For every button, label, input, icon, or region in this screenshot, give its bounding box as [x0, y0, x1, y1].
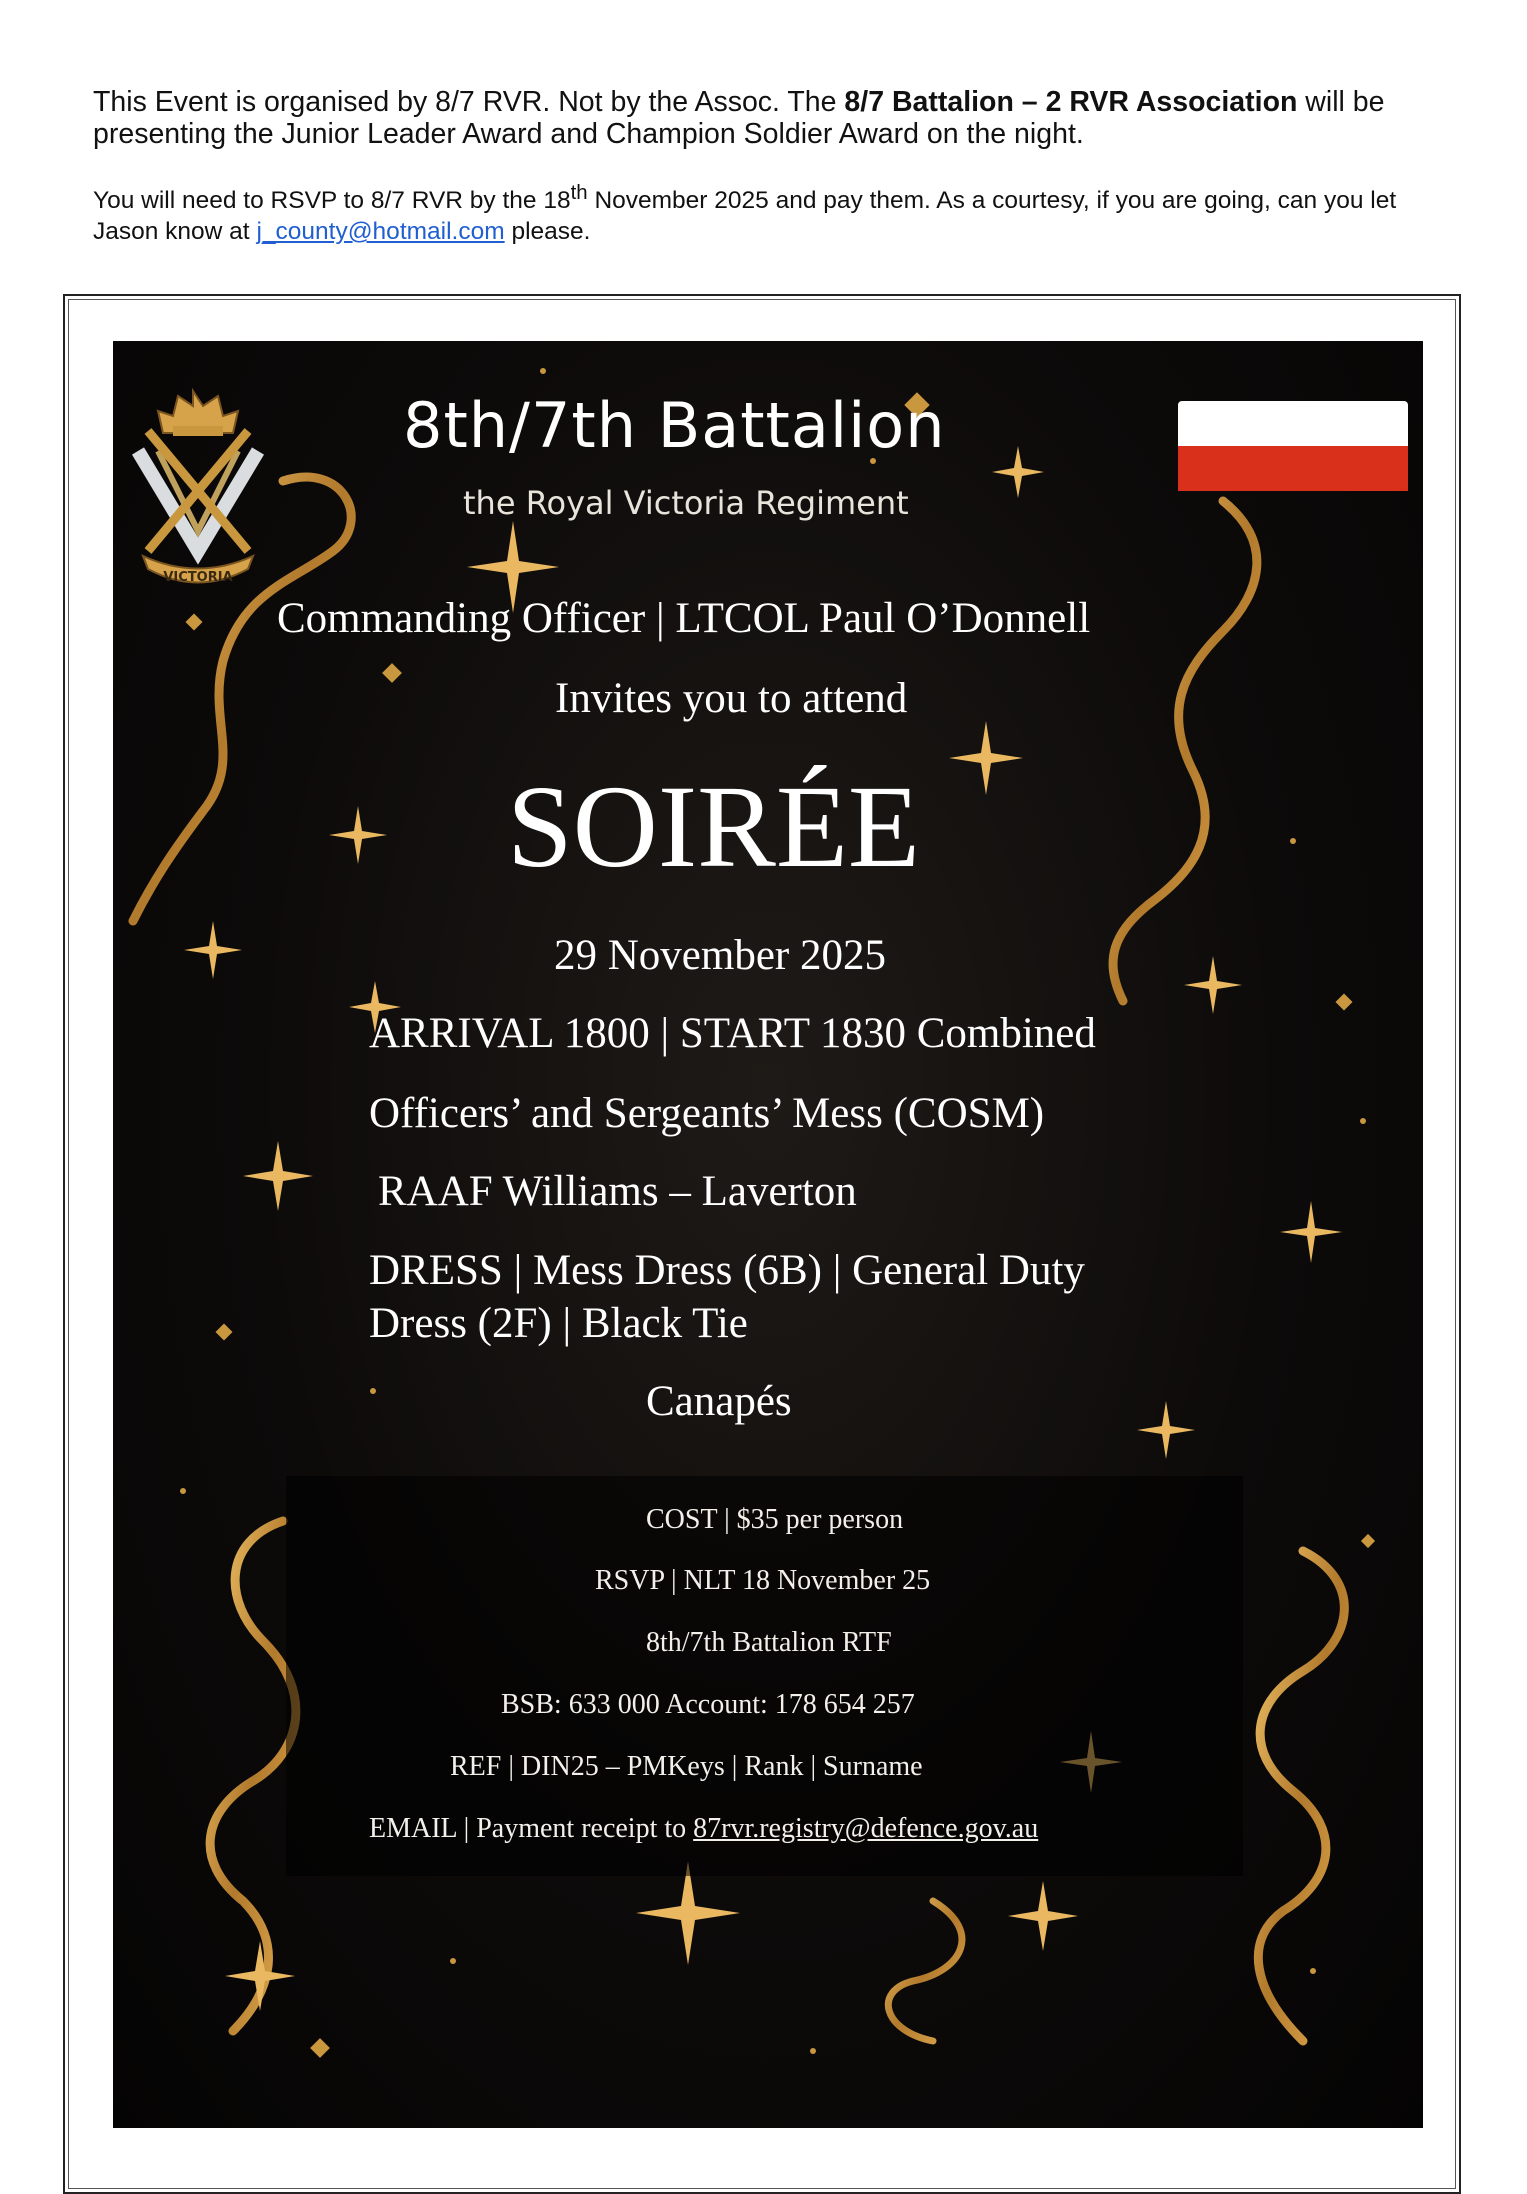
commanding-officer-line: Commanding Officer | LTCOL Paul O’Donnell: [277, 595, 1091, 642]
star-icon: [636, 1861, 740, 1965]
intro-text: This Event is organised by 8/7 RVR. Not by the Assoc. The: [93, 86, 845, 118]
dress-line-1: DRESS | Mess Dress (6B) | General Duty: [369, 1247, 1085, 1294]
ribbon-top-right: [1113, 501, 1257, 1001]
star-icon: [949, 721, 1023, 795]
ribbon-bottom-right: [1258, 1551, 1344, 2041]
intro-text-rest: will be presenting the Junior Leader Award and Champion Soldier Award on the night.: [93, 86, 1385, 150]
event-title: SOIRÉE: [507, 761, 920, 892]
email-prefix: EMAIL | Payment receipt to: [369, 1813, 694, 1844]
payment-email-line: [369, 1813, 1038, 1845]
regiment-badge-icon: [138, 391, 258, 585]
star-icon: [184, 921, 242, 979]
soiree-flyer: [113, 341, 1423, 2128]
star-icon: [1137, 1401, 1195, 1459]
ribbon-lower-middle: [888, 1901, 962, 2041]
bank-details-line: BSB: 633 000 Account: 178 654 257: [501, 1689, 915, 1720]
intro-paragraph-award: [93, 86, 1453, 150]
star-icon: [1008, 1881, 1078, 1951]
ordinal-suffix: th: [570, 182, 588, 204]
star-icon: [1280, 1201, 1342, 1263]
star-icon: [1184, 956, 1242, 1014]
cost-line: COST | $35 per person: [646, 1504, 904, 1535]
rsvp-text-middle: November 2025 and pay them. As a courtesy, if you are going, can you let Jason know at: [93, 187, 1397, 246]
reference-line: REF | DIN25 – PMKeys | Rank | Surname: [450, 1751, 923, 1782]
star-icon: [992, 446, 1044, 498]
rsvp-text: You will need to RSVP to 8/7 RVR by the 18: [93, 187, 571, 215]
arrival-line: ARRIVAL 1800 | START 1830 Combined: [369, 1010, 1096, 1057]
food-line: Canapés: [646, 1378, 792, 1425]
battalion-title: 8th/7th Battalion: [403, 389, 946, 462]
rsvp-line: RSVP | NLT 18 November 25: [595, 1565, 931, 1596]
venue-line: RAAF Williams – Laverton: [378, 1168, 857, 1215]
rsvp-text-end: please.: [504, 218, 591, 246]
jason-email-link[interactable]: j_county@hotmail.com: [256, 218, 505, 246]
badge-label: VICTORIA: [163, 570, 233, 585]
intro-paragraph-rsvp: [93, 178, 1453, 247]
association-name: 8/7 Battalion – 2 RVR Association: [844, 86, 1298, 118]
regiment-subtitle: the Royal Victoria Regiment: [463, 484, 909, 522]
registry-email-link[interactable]: 87rvr.registry@defence.gov.au: [693, 1813, 1039, 1844]
flag-icon: [1178, 401, 1408, 491]
account-name-line: 8th/7th Battalion RTF: [646, 1627, 892, 1658]
star-icon: [225, 1941, 295, 2011]
star-icon: [329, 806, 387, 864]
dress-line-2: Dress (2F) | Black Tie: [369, 1300, 748, 1347]
star-icon: [243, 1141, 313, 1211]
invite-line: Invites you to attend: [555, 675, 908, 722]
ribbon-bottom-left: [210, 1521, 296, 2031]
event-date: 29 November 2025: [554, 932, 886, 979]
mess-line: Officers’ and Sergeants’ Mess (COSM): [369, 1090, 1045, 1137]
